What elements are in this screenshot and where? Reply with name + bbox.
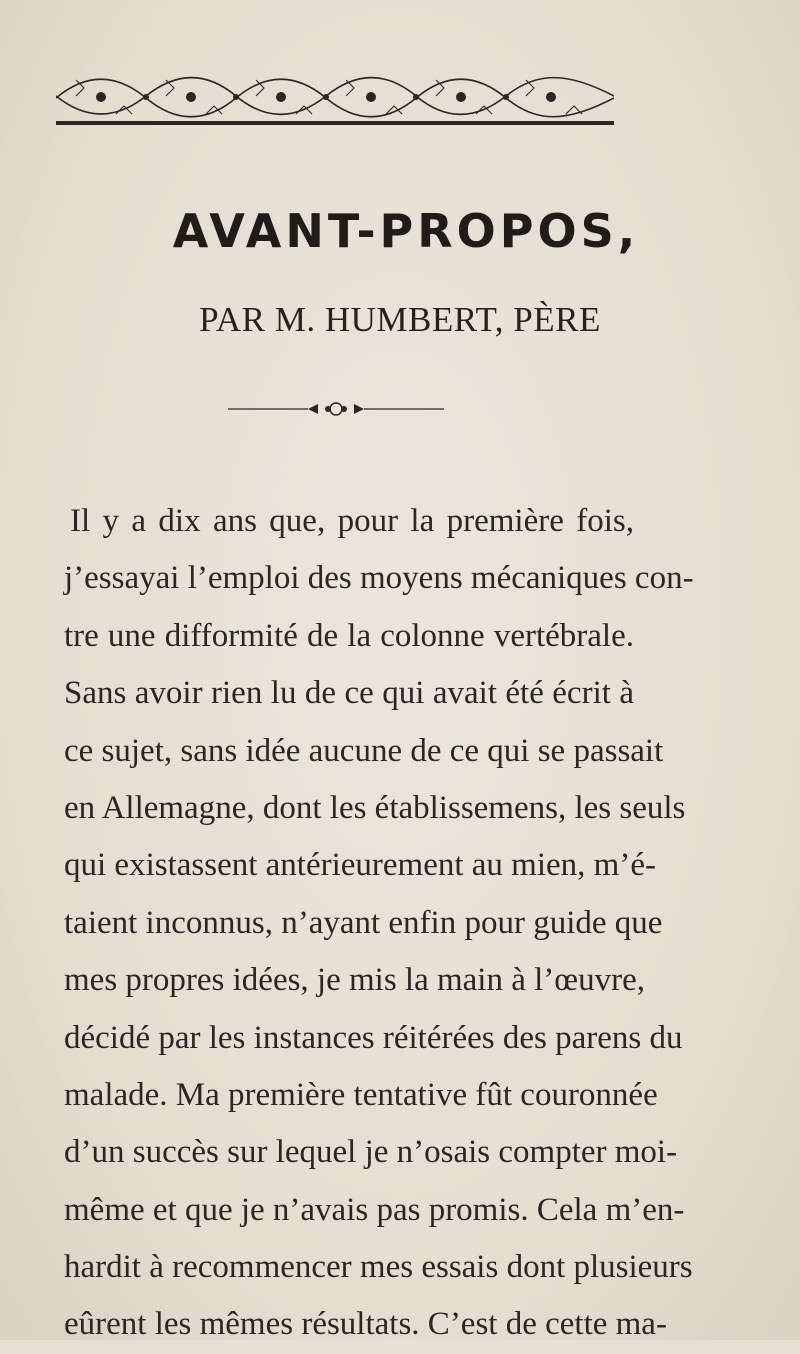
text-line: décidé par les instances réitérées des parens du: [64, 1019, 683, 1056]
text-line: eûrent les mêmes résultats. C’est de cette ma-: [64, 1306, 667, 1343]
text-line: Sans avoir rien lu de ce qui avait été écrit à: [64, 675, 634, 712]
ornamental-rule-icon: [228, 398, 444, 420]
author-line: PAR M. HUMBERT, PÈRE: [199, 300, 601, 339]
text-line: j’essayai l’emploi des moyens mécaniques con-: [64, 560, 694, 597]
floral-ornament-band-icon: [56, 68, 614, 126]
text-line: même et que je n’avais pas promis. Cela m’en-: [64, 1191, 685, 1228]
text-line: en Allemagne, dont les établissemens, les seuls: [64, 789, 686, 826]
text-line: malade. Ma première tentative fût couronnée: [64, 1076, 658, 1113]
text-line: qui existassent antérieurement au mien, m’é-: [64, 847, 656, 884]
page-title: AVANT-PROPOS,: [172, 204, 640, 258]
text-line: taient inconnus, n’ayant enfin pour guide que: [64, 904, 663, 941]
text-line: tre une difformité de la colonne vertébrale.: [64, 617, 634, 654]
text-line: mes propres idées, je mis la main à l’œuvre,: [64, 962, 645, 999]
text-line: d’un succès sur lequel je n’osais compter moi-: [64, 1134, 678, 1171]
text-line: Il y a dix ans que, pour la première fois,: [70, 503, 634, 539]
text-line: hardit à recommencer mes essais dont plusieurs: [64, 1249, 693, 1286]
body-text: [64, 493, 694, 1354]
text-line: ce sujet, sans idée aucune de ce qui se passait: [64, 732, 664, 769]
